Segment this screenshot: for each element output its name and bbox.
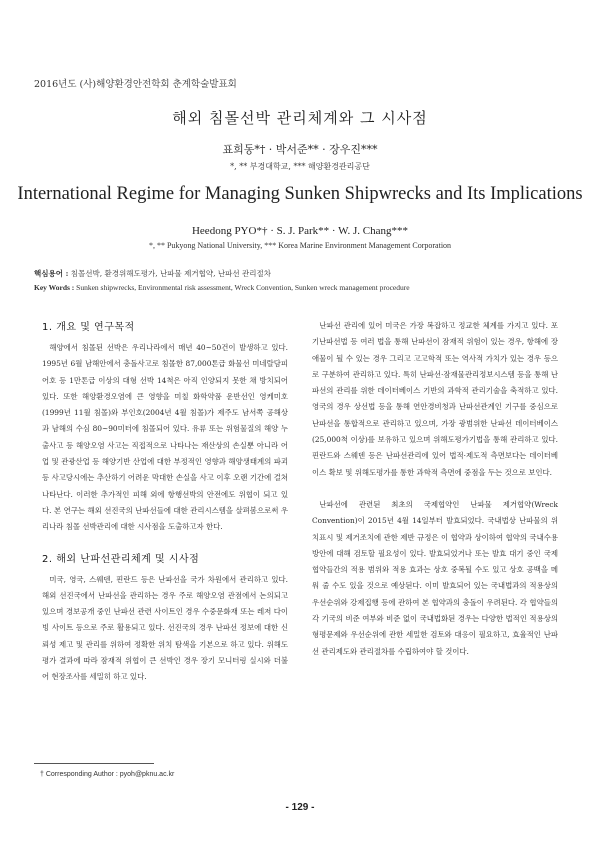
right-paragraph-1: 난파선 관리에 있어 미국은 가장 복잡하고 정교한 체계를 가지고 있다. 포기난파선법 등 여러 법을 통해 난파선이 잠재적 위험이 있는 경우, 항해에 장애물이 될 수 있는 경우 그리고 고고학적 또는 역사적 가치가 있는 경우 등으로 구분하여 관리하고 있다. 특히 난파선·잠재물관리정보시스템 등을 통해 난파선의 관리를 위한 데이터베이스 기반의 과학적 관리기술을 축적하고 있다. 영국의 경우 상선법 등을 통해 연안경비청과 난파선관계인 기구를 중심으로 난파선을 통합적으로 관리하고 있으며, 가장 광범위한 난파선 데이터베이스(25,000척 이상)를 보유하고 있으며 위해도평가기법을 통해 관리하고 있다. 핀란드와 스웨덴 등은 난파선관리에 있어 법적·제도적 측면보다는 데이터베이스 확보 및 위해도평가를 통한 과학적 측면에 중점을 두는 것으로 보인다. — [312, 321, 558, 477]
keywords-english-text: Sunken shipwrecks, Environmental risk assessment, Wreck Convention, Sunken wreck management procedure — [76, 283, 410, 292]
section-2-heading: 2. 해외 난파선관리체계 및 시사점 — [42, 553, 200, 565]
conference-header: 2016년도 (사)해양환경안전학회 춘계학술발표회 — [34, 79, 237, 90]
right-column — [312, 318, 558, 660]
title-english: International Regime for Managing Sunken Shipwrecks and Its Implications — [17, 184, 583, 204]
authors-korean: 표희동*† · 박서준** · 장우진*** — [222, 143, 378, 156]
keywords-korean-text: 침몰선박, 환경위해도평가, 난파물 제거협약, 난파선 관리절차 — [70, 269, 271, 278]
section-1-heading: 1. 개요 및 연구목적 — [42, 322, 135, 333]
authors-english: Heedong PYO*† · S. J. Park** · W. J. Chang*** — [191, 225, 409, 237]
footnote: † Corresponding Author : pyoh@pknu.ac.kr — [40, 771, 175, 778]
page-number: - 129 - — [285, 802, 315, 813]
footnote-rule — [34, 763, 154, 764]
affiliation-korean: *, ** 부경대학교, *** 해양환경관리공단 — [230, 162, 370, 171]
keywords-english — [34, 283, 570, 292]
section-2-body: 미국, 영국, 스웨덴, 핀란드 등은 난파선을 국가 차원에서 관리하고 있다. 해외 선진국에서 난파선을 관리하는 경우 주로 해양오염 관점에서 논의되고 있으며 경보공개 중인 난파선 관련 사이트인 경우 수중문화재 또는 레저 다이빙 사이트 등으로 주로 활용되고 있다. 선진국의 경우 난파선 정보에 대한 신뢰성 제고 및 관리를 위하여 정확한 위치 탐색을 기본으로 하고 있다. 위해도평가 결과에 따라 잠재적 위협이 큰 선박인 경우 장기 모니터링 실시와 더불어 현장조사를 세밀히 하고 있다. — [42, 574, 288, 682]
keywords-english-label: Key Words : — [34, 283, 75, 292]
section-1-body: 해양에서 침몰된 선박은 우리나라에서 매년 40~50건이 발생하고 있다. 1995년 6월 남해안에서 충돌사고로 침몰한 87,000톤급 화물선 미네랄담피어호 등 1만톤급 이상의 대형 선박 14척은 아직 인양되지 못한 채 방치되어 있다. 또한 해양환경오염에 큰 영향을 미칠 화학약품 운반선인 영케미호(1999년 11월 침몰)와 부인호(2004년 4월 침몰)가 제주도 남서쪽 공해상과 남해의 수심 80~90미터에 침몰되어 있다. 유류 또는 위험물질의 해양 누출사고 등 해양오염 사고는 직접적으로 나타나는 재산상의 손실뿐 아니라 어업 및 관광산업 등 해양기반 산업에 대한 부정적인 영향과 해양생태계의 파괴 등 사고당시에는 추산하기 어려운 막대한 손실을 사고 이후 오랜 기간에 걸쳐 나타난다. 이러한 추가적인 피해 외에 항행선박의 안전에도 위협이 되고 있다. 본 연구는 해외 선진국의 난파선들에 대한 관리시스템을 살펴봄으로써 우리나라 침몰 선박관리에 대한 시사점을 도출하고자 한다. — [42, 343, 288, 532]
keywords-korean — [34, 268, 570, 279]
affiliation-english: *, ** Pukyong National University, *** Korea Marine Environment Management Corporation — [148, 241, 452, 250]
right-paragraph-2: 난파선에 관련된 최초의 국제협약인 난파물 제거협약(Wreck Convention)이 2015년 4월 14일부터 발효되었다. 국내법상 난파물의 위치표시 및 제거조치에 관한 제반 규정은 이 협약과 상이하여 협약의 국내수용방안에 대해 검토할 필요성이 있다. 발효되었거나 또는 발효 대기 중인 국제 협약들간의 적용 범위와 적용 효과는 상호 중복될 수도 있고 상호 공백을 메워 줄 수도 있을 것으로 예상된다. 이미 발효되어 있는 국내법과의 적용상의 우선순위와 강제집행 등에 관하여 본 협약과의 충돌이 우려된다. 각 협약들의 각 기국의 비준 여부와 비준 없이 국내법화된 경우는 다양한 법적인 적용상의 형평문제와 우선순위에 관한 세밀한 검토와 대응이 필요하고, 효율적인 난파선 관리제도와 관리절차를 수립하여야 할 것이다. — [312, 499, 558, 656]
left-column — [42, 320, 288, 686]
title-korean: 해외 침몰선박 관리체계와 그 시사점 — [172, 109, 428, 127]
keywords-korean-label: 핵심용어 : — [34, 269, 69, 278]
